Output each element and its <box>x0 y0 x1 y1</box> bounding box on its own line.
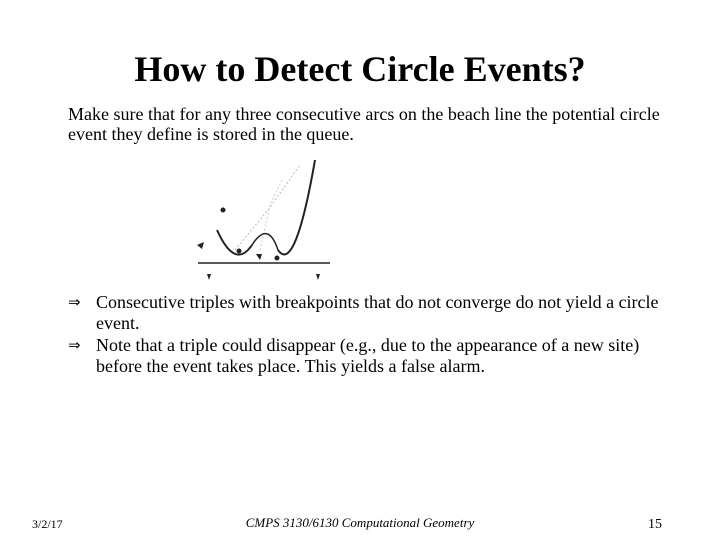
implies-arrow-icon: ⇒ <box>68 336 81 354</box>
beach-line-figure <box>190 160 340 285</box>
bullet-list <box>68 292 688 378</box>
site-point <box>275 256 280 261</box>
bullet-text: Note that a triple could disappear (e.g., due to the appearance of a new site) before the event takes place. This yields a false alarm. <box>96 335 640 376</box>
footer-course: CMPS 3130/6130 Computational Geometry <box>245 515 475 530</box>
bisector-line <box>235 165 300 250</box>
intro-text: Make sure that for any three consecutive arcs on the beach line the potential circle event they define is stored in the queue. <box>68 104 660 144</box>
implies-arrow-icon: ⇒ <box>68 293 81 311</box>
sweep-tick <box>207 274 211 280</box>
site-point <box>221 208 226 213</box>
page-number: 15 <box>648 517 662 532</box>
beach-line-arc-middle <box>252 234 278 250</box>
footer-date: 3/2/17 <box>32 517 63 531</box>
sweep-tick <box>316 274 320 280</box>
bullet-item <box>68 292 688 334</box>
bullet-item <box>68 335 688 377</box>
beach-line-arc-left <box>217 230 252 255</box>
bullet-text: Consecutive triples with breakpoints that do not converge do not yield a circle event. <box>96 292 659 333</box>
breakpoint-marker <box>197 242 204 249</box>
slide-title: How to Detect Circle Events? <box>134 49 586 89</box>
beach-line-arc-right <box>278 160 315 254</box>
site-point <box>237 249 242 254</box>
breakpoint-marker <box>256 254 262 260</box>
